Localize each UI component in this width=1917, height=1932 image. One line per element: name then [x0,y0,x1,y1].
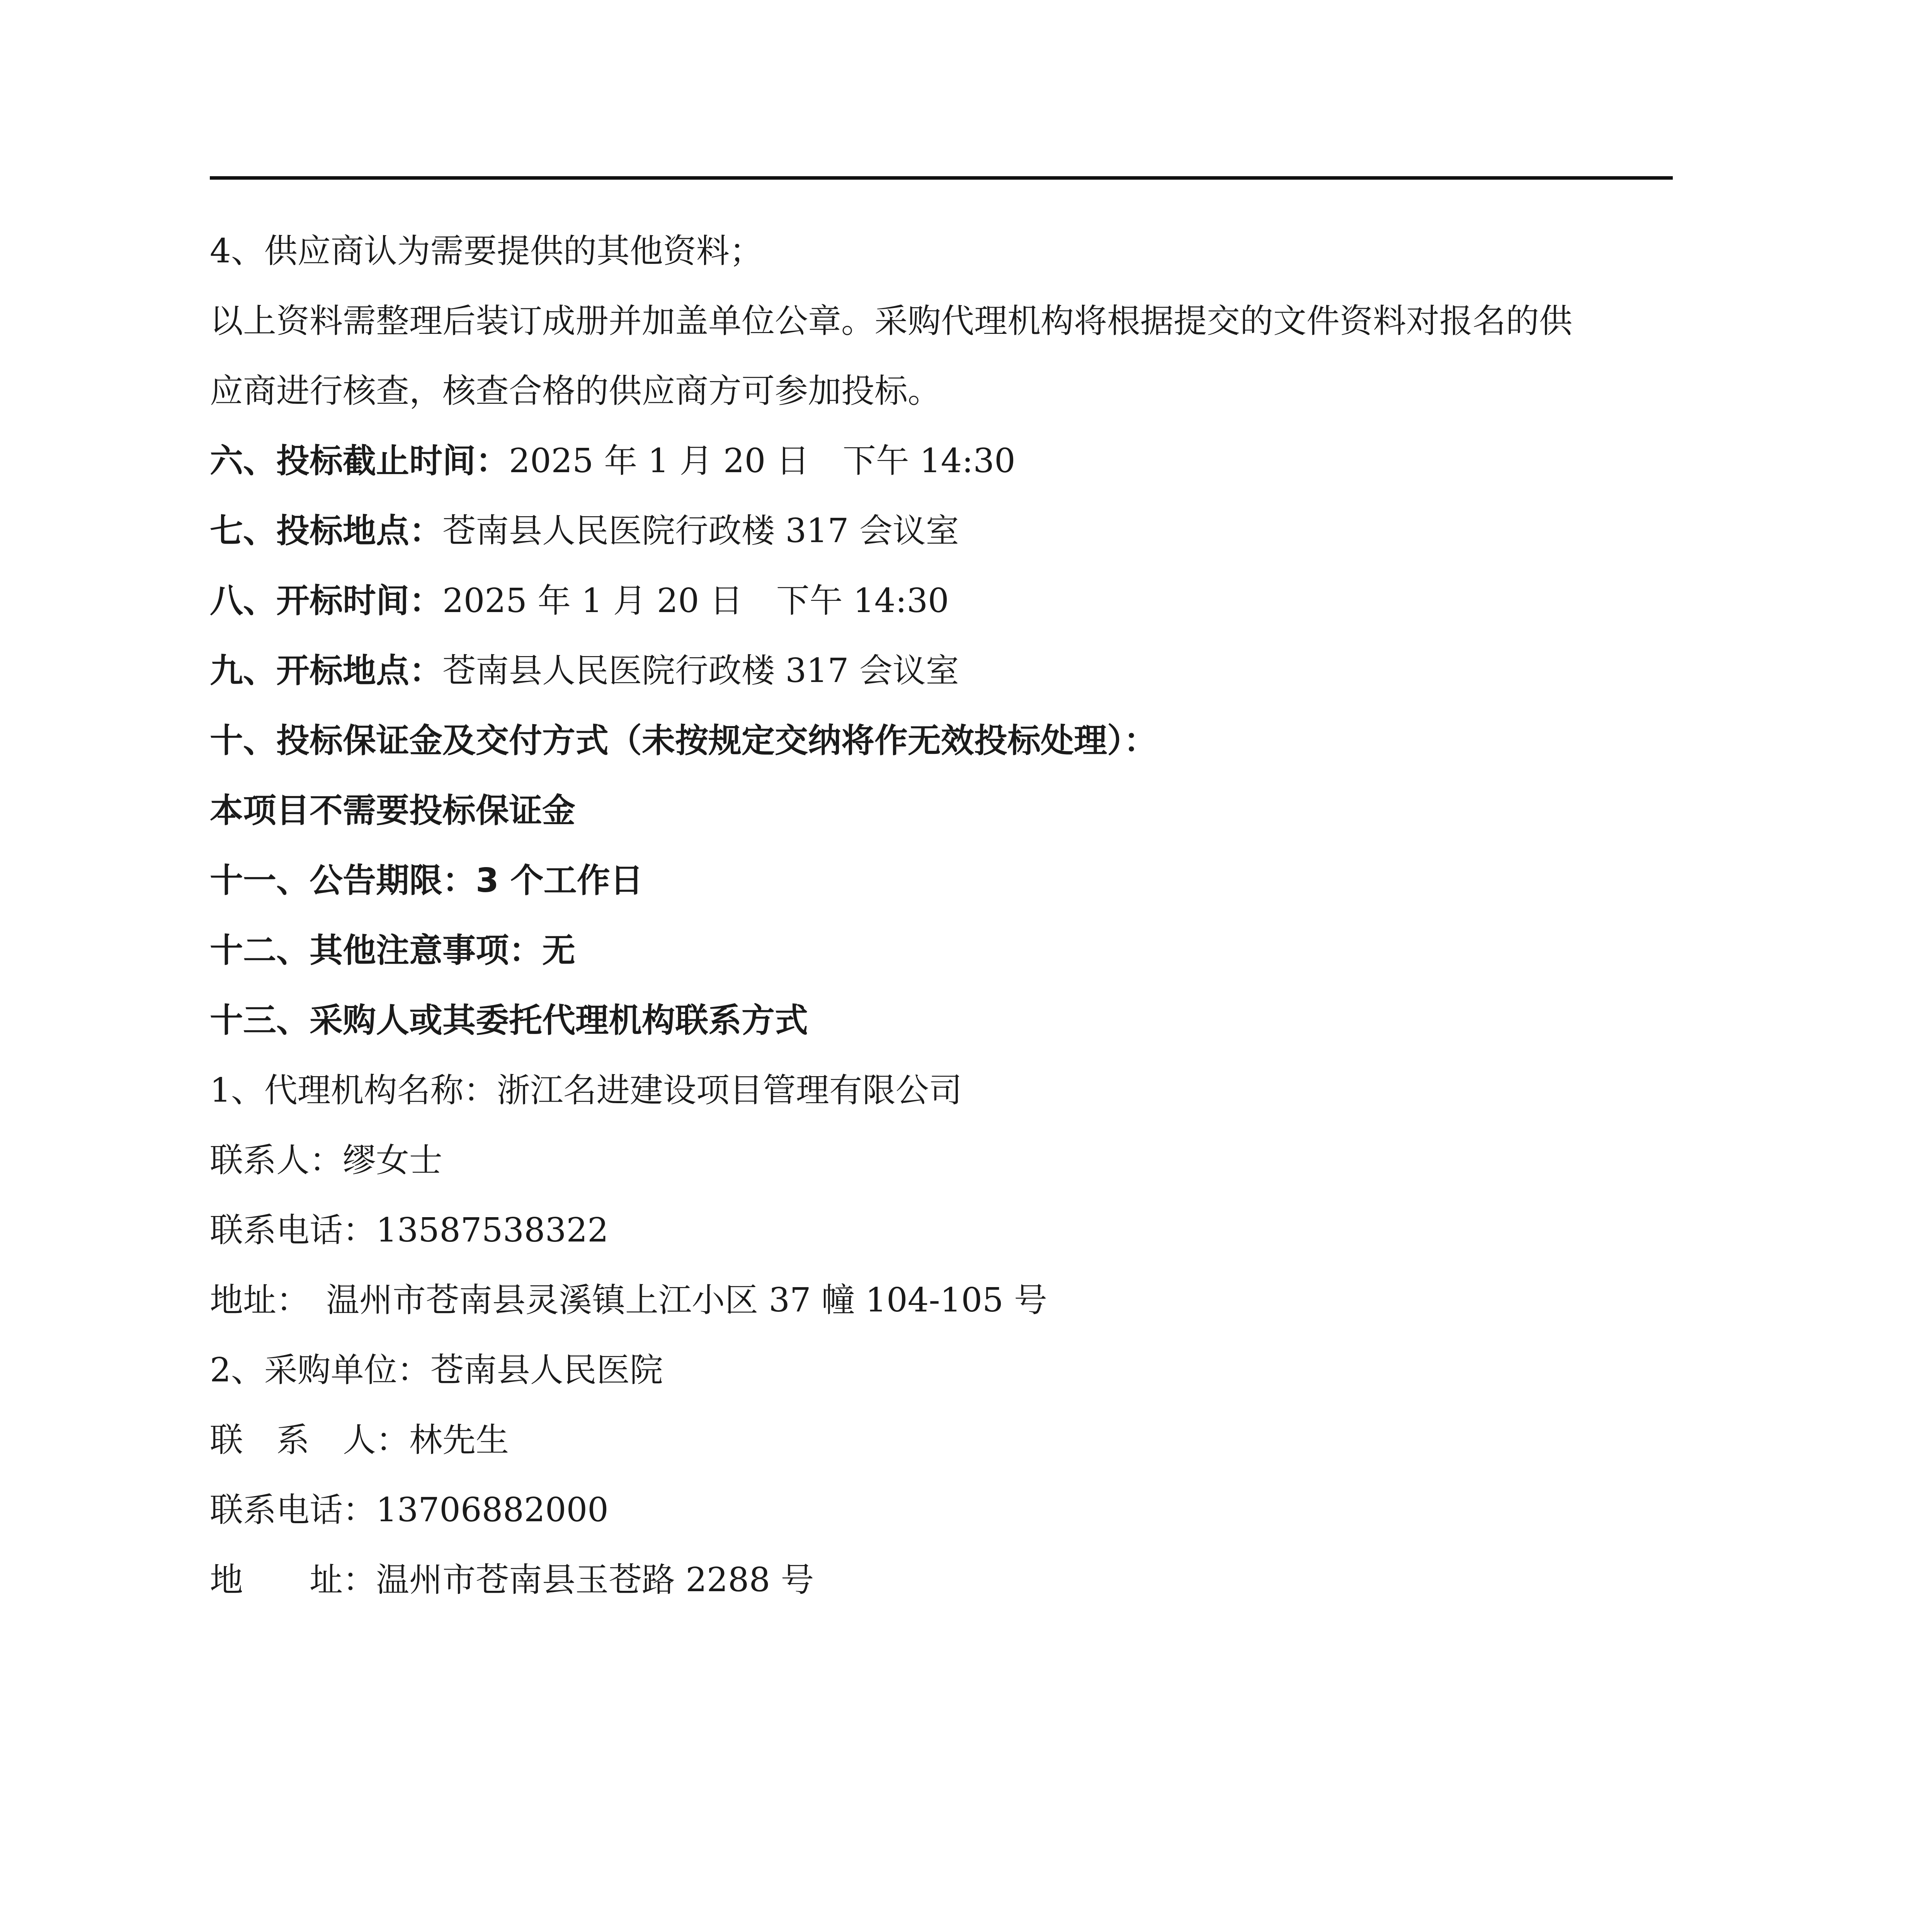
bid-location-value: 苍南县人民医院行政楼 317 会议室 [442,512,959,550]
bid-bond-heading: 十、投标保证金及交付方式（未按规定交纳将作无效投标处理）： [210,721,1157,760]
header-rule [210,176,1673,180]
bid-opening-time-line [210,566,1678,636]
agency-address: 地址： 温州市苍南县灵溪镇上江小区 37 幢 104-105 号 [210,1281,1048,1320]
materials-binding-note: 以上资料需整理后装订成册并加盖单位公章。采购代理机构将根据提交的文件资料对报名的供 [210,302,1572,340]
bid-deadline-value: 2025 年 1 月 20 日 下午 14:30 [509,442,1015,480]
other-notes: 十二、其他注意事项：无 [210,931,575,970]
bid-bond-note: 本项目不需要投标保证金 [210,791,575,830]
bid-location-line [210,496,1678,566]
bid-opening-time-value: 2025 年 1 月 20 日 下午 14:30 [442,582,949,620]
bid-location-label: 七、投标地点： [210,512,442,550]
document-body [210,216,1678,1615]
agency-contact-person: 联系人：缪女士 [210,1141,442,1180]
supplier-other-materials-item: 4、供应商认为需要提供的其他资料； [210,232,763,270]
bid-opening-location-line [210,636,1678,706]
purchaser-phone: 联系电话：13706882000 [210,1491,609,1529]
bid-opening-location-value: 苍南县人民医院行政楼 317 会议室 [442,651,959,690]
contact-section-heading: 十三、采购人或其委托代理机构联系方式 [210,1001,808,1040]
purchaser-contact-person: 联 系 人：林先生 [210,1421,509,1459]
agency-name: 1、代理机构名称：浙江名进建设项目管理有限公司 [210,1071,962,1110]
bid-opening-time-label: 八、开标时间： [210,582,442,620]
announcement-period: 十一、公告期限：3 个工作日 [210,861,643,900]
bid-opening-location-label: 九、开标地点： [210,651,442,690]
agency-phone: 联系电话：13587538322 [210,1211,609,1250]
bid-deadline-line [210,426,1678,496]
purchaser-name: 2、采购单位：苍南县人民医院 [210,1351,663,1389]
purchaser-address: 地 址：温州市苍南县玉苍路 2288 号 [210,1561,814,1599]
bid-deadline-label: 六、投标截止时间： [210,442,509,480]
materials-binding-note-continued: 应商进行核查，核查合格的供应商方可参加投标。 [210,372,941,410]
